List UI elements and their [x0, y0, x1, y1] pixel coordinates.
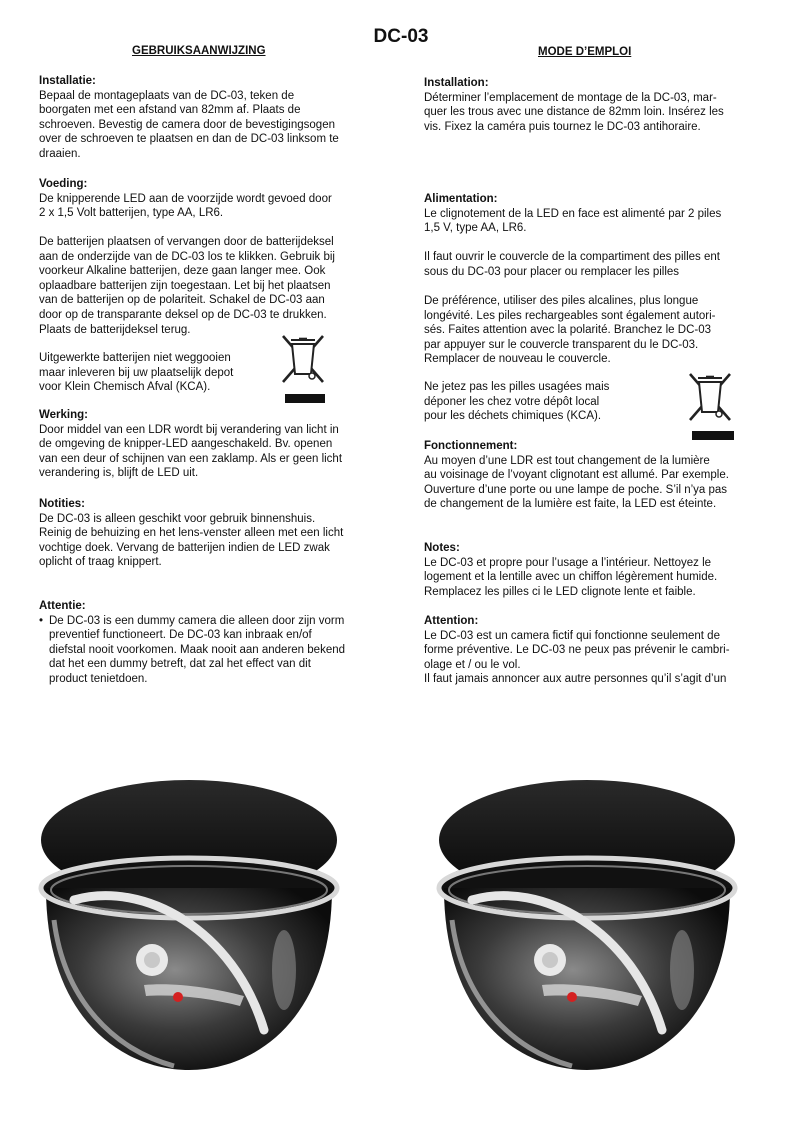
page-title: DC-03	[373, 26, 429, 47]
dome-camera-image-right	[432, 770, 742, 1075]
fr-alimentation-cover	[424, 250, 764, 279]
fr-alimentation-p4: Ne jetez pas les pilles usagées mais déponer les chez votre dépôt local pour les déchets chimiques (KCA).	[424, 381, 610, 423]
weee-bin-icon-dutch	[279, 332, 327, 409]
fr-alimentation-p1: Le clignotement de la LED en face est alimenté par 2 piles 1,5 V, type AA, LR6.	[424, 207, 722, 235]
nl-voeding-p1: De knipperende LED aan de voorzijde wordt gevoed door 2 x 1,5 Volt batterijen, type AA, LR6.	[39, 192, 332, 220]
nl-notities-section	[39, 497, 379, 570]
nl-installatie-section	[39, 74, 379, 162]
nl-attentie-title: Attentie:	[39, 600, 86, 612]
fr-installation-title: Installation:	[424, 77, 489, 89]
fr-alimentation-disposal	[424, 380, 664, 424]
fr-notes-section	[424, 541, 764, 599]
dome-camera-image-left	[34, 770, 344, 1075]
fr-fonctionnement-title: Fonctionnement:	[424, 440, 518, 452]
nl-installatie-title: Installatie:	[39, 75, 96, 87]
fr-installation-text: Déterminer l’emplacement de montage de la DC-03, mar- quer les trous avec une distance de 82mm loin. Insérez les vis. Fixez la caméra puis tournez le DC-03 antihoraire.	[424, 91, 724, 133]
fr-fonctionnement-section	[424, 439, 764, 512]
fr-fonctionnement-text: Au moyen d’une LDR est tout changement de la lumière au voisinage de l’voyant clignotant est allumé. Par exemple. Ouverture d’une porte ou une lampe de poche. S’il n’ya pas de changement de la lumière est faite, la LED est éteinte.	[424, 454, 729, 511]
nl-attentie-section	[39, 599, 379, 687]
fr-attention-title: Attention:	[424, 615, 479, 627]
nl-notities-title: Notities:	[39, 498, 85, 510]
fr-installation-section	[424, 76, 764, 134]
fr-alimentation-batteries	[424, 294, 764, 367]
nl-attentie-text: De DC-03 is een dummy camera die alleen door zijn vorm preventief functioneert. De DC-03 kan inbraak en/of diefstal nooit voorkomen. Maak nooit aan anderen bekend dat het een dummy betreft, dat zal het effect van dit product tenietdoen.	[49, 614, 346, 685]
fr-notes-text: Le DC-03 et propre pour l’usage a l’intérieur. Nettoyez le logement et la lentille avec un chiffon légèrement humide. Remplacez les pilles ci le LED clignote lente et faible.	[424, 556, 718, 598]
nl-voeding-p2: De batterijen plaatsen of vervangen door de batterijdeksel aan de onderzijde van de DC-03 los te klikken. Gebruik bij voorkeur Alkaline batterijen, deze gaan langer mee. Ook oplaadbare batterijen zijn toegestaan. Let bij het plaatsen van de batterijen op de polariteit. Schakel de DC-03 aan door op de transparante deksel op de DC-03 te drukken. Plaats de batterijdeksel terug.	[39, 236, 335, 336]
fr-alimentation-p3: De préférence, utiliser des piles alcalines, plus longue longévité. Les piles rechargeables sont également autori- sés. Faites attention avec la polarité. Branchez le DC-03 par appuyer sur le couvercle transparent du le DC-03. Remplacer de nouveau le couvercle.	[424, 295, 716, 366]
nl-voeding-section	[39, 177, 379, 221]
nl-voeding-title: Voeding:	[39, 178, 88, 190]
heading-french: MODE D’EMPLOI	[538, 46, 632, 58]
fr-attention-text: Le DC-03 est un camera fictif qui fonctionne seulement de forme préventive. Le DC-03 ne peux pas prévenir le cambri- olage et / ou le vol. Il faut jamais annoncer aux autre personnes qu’il s’agit d’un	[424, 629, 730, 686]
fr-notes-title: Notes:	[424, 542, 460, 554]
fr-alimentation-title: Alimentation:	[424, 193, 498, 205]
nl-werking-text: Door middel van een LDR wordt bij verandering van licht in de omgeving de knipper-LED aangeschakeld. Bv. openen van een deur of schijnen van een zaklamp. Als er geen licht verandering is, blijft de LED uit.	[39, 423, 343, 480]
fr-alimentation-p2: Il faut ouvrir le couvercle de la compartiment des pilles ent sous du DC-03 pour placer ou remplacer les pilles	[424, 251, 720, 278]
heading-dutch: GEBRUIKSAANWIJZING	[132, 45, 266, 57]
bullet-marker: •	[39, 614, 44, 627]
nl-werking-title: Werking:	[39, 409, 88, 421]
weee-bin-icon-french	[686, 370, 736, 447]
nl-voeding-batteries	[39, 235, 379, 337]
fr-alimentation-section	[424, 192, 764, 236]
nl-voeding-disposal	[39, 351, 279, 395]
nl-werking-section	[39, 408, 379, 481]
nl-voeding-p3: Uitgewerkte batterijen niet weggooien maar inleveren bij uw plaatselijk depot voor Klein Chemisch Afval (KCA).	[39, 352, 234, 394]
nl-attentie-bullet-item	[39, 614, 379, 687]
fr-attention-section	[424, 614, 764, 687]
nl-notities-text: De DC-03 is alleen geschikt voor gebruik binnenshuis. Reinig de behuizing en het lens-venster alleen met een licht vochtige doek. Vervang de batterijen indien de LED zwak oplicht of traag knippert.	[39, 512, 344, 569]
nl-installatie-text: Bepaal de montageplaats van de DC-03, teken de boorgaten met een afstand van 82mm af. Plaats de schroeven. Bevestig de camera door de bevestigingsogen over de schroeven te plaatsen en dan de DC-03 linksom te draaien.	[39, 89, 339, 160]
